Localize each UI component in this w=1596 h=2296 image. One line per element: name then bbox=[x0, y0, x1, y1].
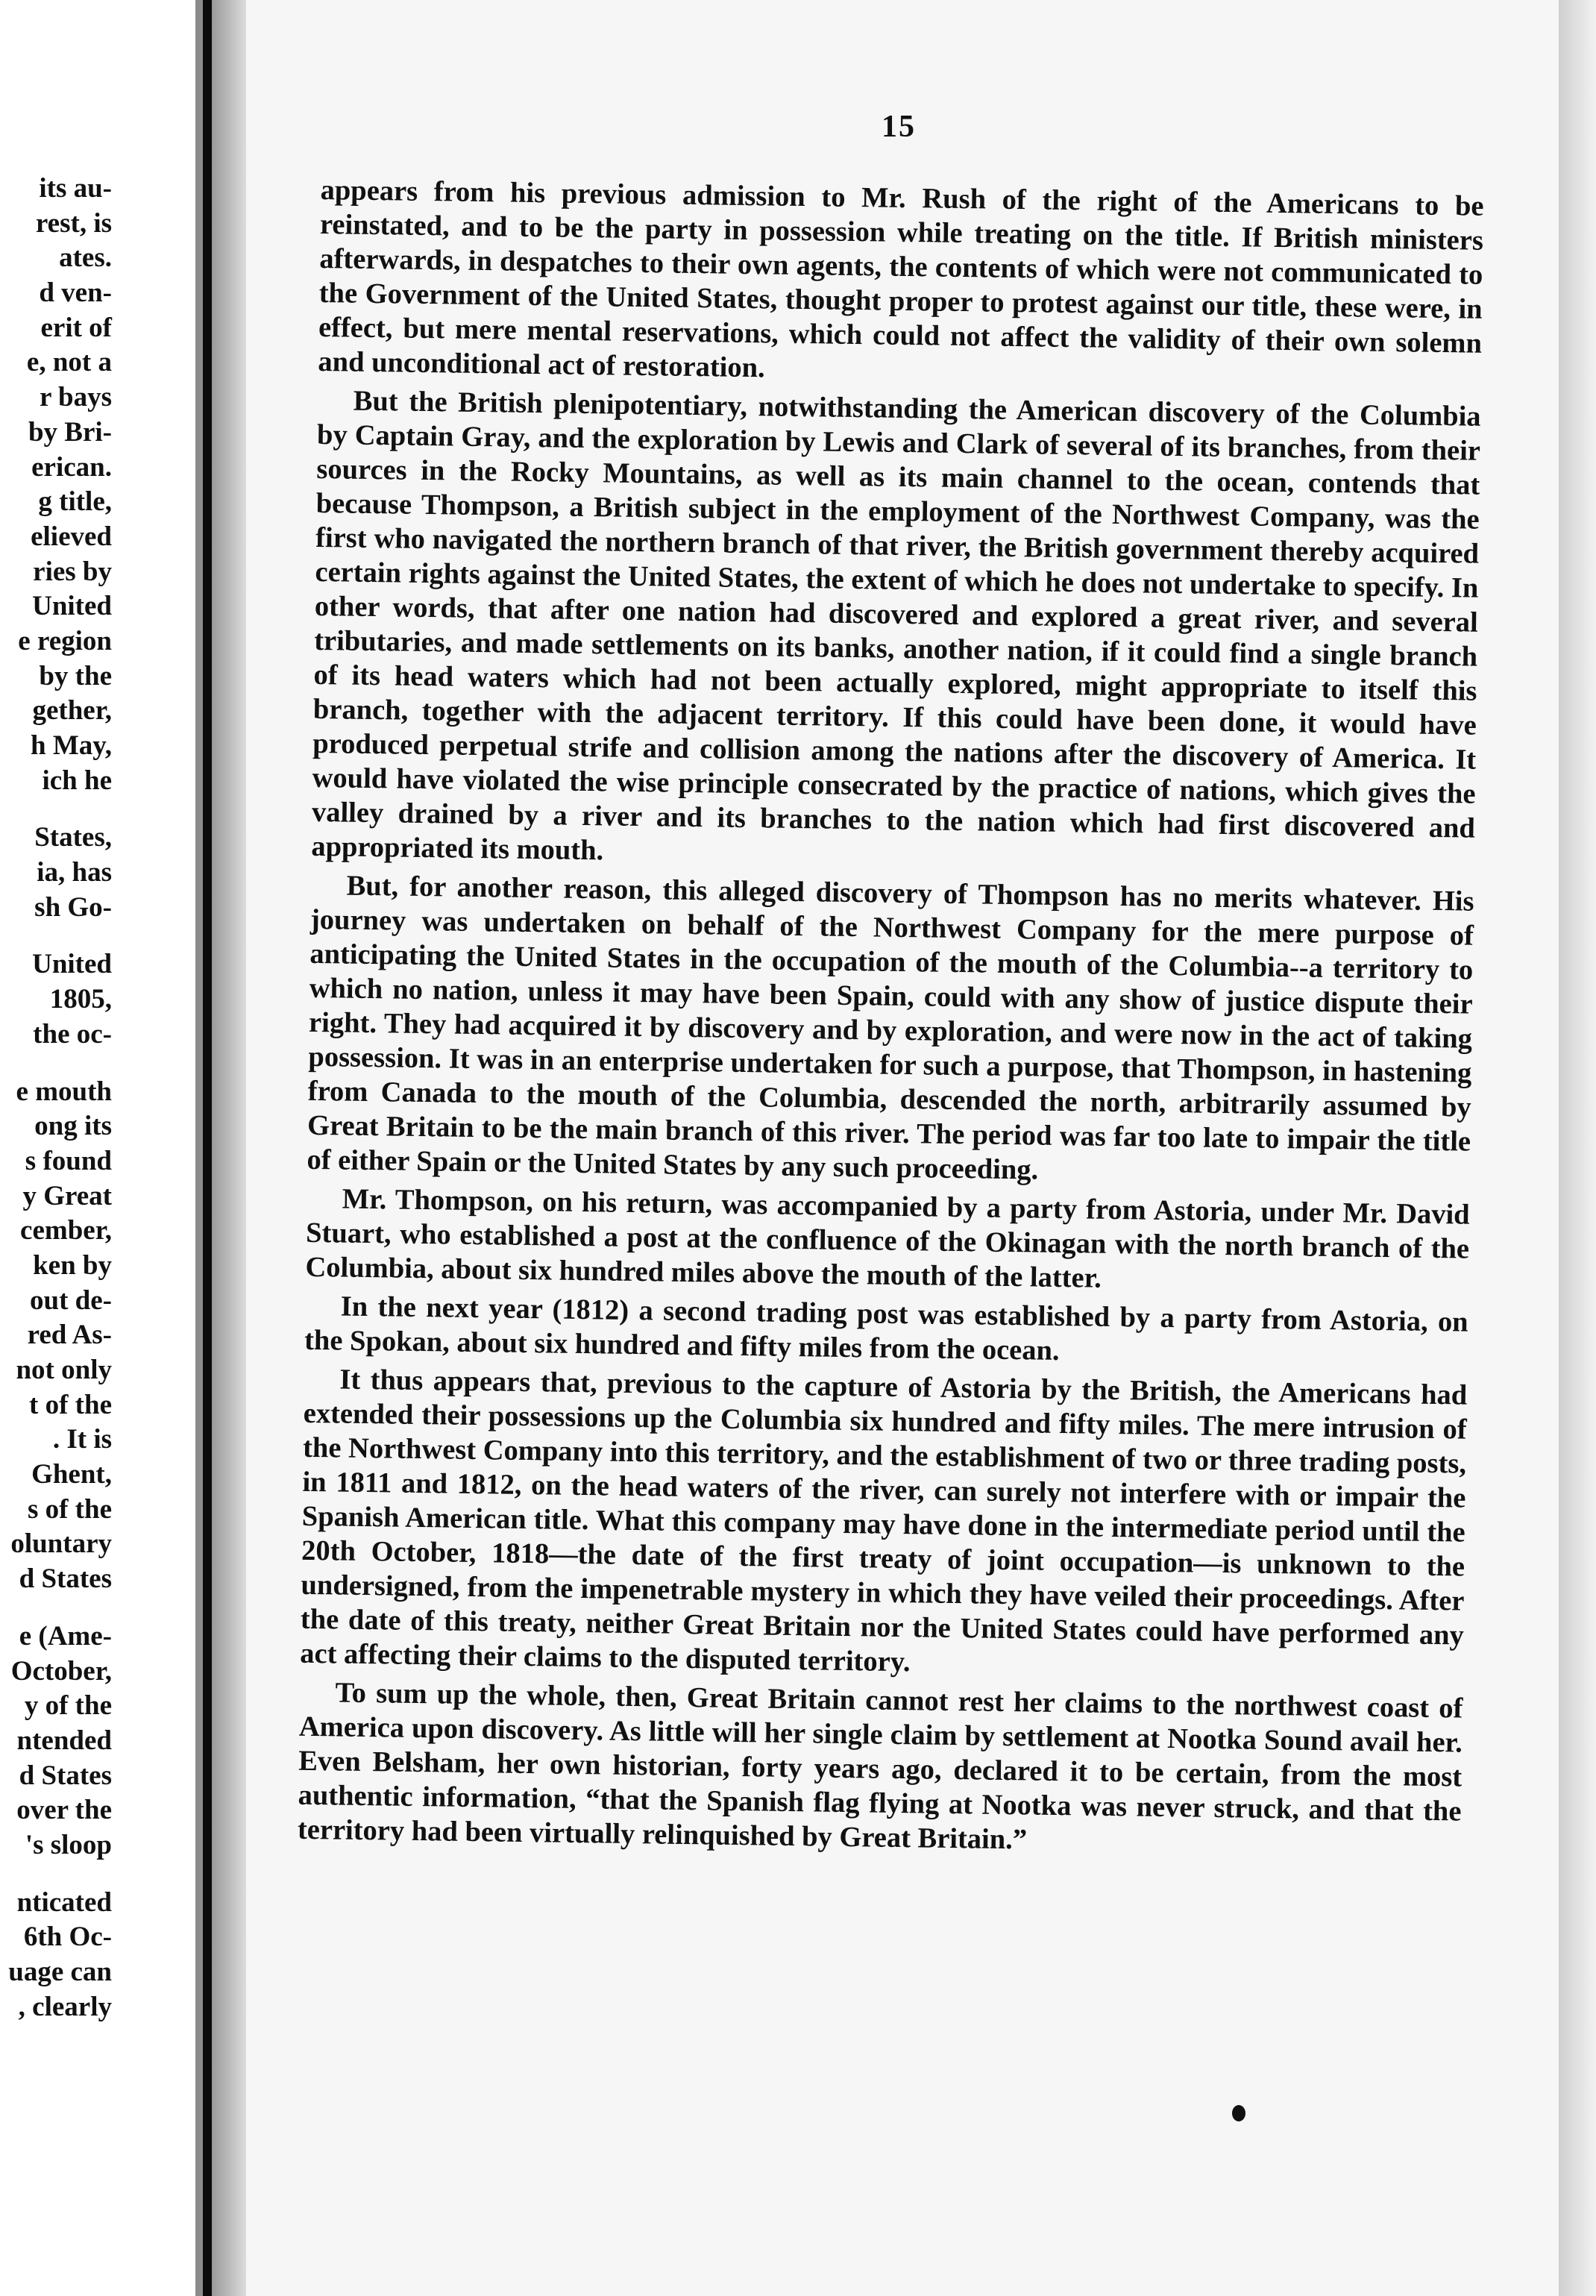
previous-page-line: ken by bbox=[33, 1249, 112, 1281]
previous-page-line: e region bbox=[18, 625, 112, 656]
previous-page-fragment bbox=[0, 0, 195, 2296]
previous-page-line: h May, bbox=[31, 730, 112, 761]
paragraph: appears from his previous admission to Mr. Rush of the right of the Americans to be reinstated, and to be the party in possession while treating on the title. If British ministers afterwards, in despatches to their own agents, the contents of which were not communicated to the Government of the United States, thought proper to protest against our title, these were, in effect, but mere mental reservations, which could not affect the validity of their own solemn and unconditional act of restoration. bbox=[318, 174, 1484, 384]
previous-page-line: oluntary bbox=[10, 1528, 112, 1560]
previous-page-line: ates. bbox=[59, 242, 112, 274]
previous-page-text bbox=[0, 172, 195, 2024]
previous-page-line: e (Ame- bbox=[19, 1620, 112, 1652]
previous-page-line: October, bbox=[10, 1655, 112, 1687]
previous-page-line: United bbox=[32, 949, 112, 980]
previous-page-line: ich he bbox=[42, 765, 112, 796]
previous-page-line: s of the bbox=[27, 1493, 112, 1525]
previous-page-line: United bbox=[32, 591, 112, 622]
previous-page-line: d ven- bbox=[39, 277, 112, 309]
previous-page-line: ia, has bbox=[37, 857, 112, 888]
previous-page-line: by Bri- bbox=[28, 416, 112, 448]
previous-page-line: by the bbox=[39, 660, 112, 691]
previous-page-line bbox=[0, 1863, 195, 1886]
binding-shadow bbox=[212, 0, 246, 2296]
previous-page-line: ntended bbox=[16, 1725, 112, 1756]
previous-page-line: elieved bbox=[31, 521, 112, 552]
previous-page-line: red As- bbox=[27, 1320, 112, 1351]
previous-page-line: uage can bbox=[8, 1957, 112, 1987]
previous-page-line: s found bbox=[25, 1145, 112, 1176]
paragraph: Mr. Thompson, on his return, was accompanied by a party from Astoria, under Mr. David Stuart, who established a post at the confluence of the Okinagan with the north branch of the Columbia, about six hundred miles above the mouth of the latter. bbox=[305, 1183, 1470, 1294]
previous-page-line: erit of bbox=[40, 312, 112, 343]
previous-page-line: g title, bbox=[38, 486, 112, 518]
previous-page-line: erican. bbox=[31, 451, 112, 483]
previous-page-line: Ghent, bbox=[31, 1459, 112, 1490]
page-gutter bbox=[195, 0, 203, 2296]
previous-page-line: the oc- bbox=[33, 1018, 112, 1050]
previous-page-line bbox=[0, 925, 195, 947]
previous-page-line: ries by bbox=[33, 556, 112, 587]
previous-page-line: out de- bbox=[30, 1285, 112, 1316]
previous-page-line bbox=[0, 1053, 195, 1075]
previous-page-line: not only bbox=[16, 1355, 112, 1385]
previous-page-line: rest, is bbox=[35, 207, 112, 239]
paragraph: But, for another reason, this alleged discovery of Thompson has no merits whatever. His journey was undertaken on behalf of the Northwest Company for the mere purpose of anticipating the United States in the occupation of the mouth of the Columbia--a territory to which no nation, unless it may have been Spain, could with any show of justice dispute their right. They had acquired it by discovery and by exploration, and were now in the act of taking possession. It was in an enterprise undertaken for such a purpose, that Thompson, in hastening from Canada to the mouth of the Columbia, descended the north, arbitrarily assumed by Great Britain to be the main branch of this river. The period was far too late to impair the title of either Spain or the United States by any such proceeding. bbox=[307, 870, 1474, 1186]
previous-page-line: r bays bbox=[40, 382, 112, 413]
paragraph: In the next year (1812) a second trading post was established by a party from Astoria, on the Spokan, about six hundred and fifty miles from the ocean. bbox=[304, 1290, 1468, 1367]
previous-page-line: 6th Oc- bbox=[23, 1922, 112, 1953]
page-number: 15 bbox=[882, 110, 916, 144]
previous-page-line: , clearly bbox=[18, 1991, 112, 2022]
previous-page-line bbox=[0, 1597, 195, 1619]
previous-page-line: over the bbox=[16, 1795, 112, 1826]
previous-page-line bbox=[0, 798, 195, 821]
previous-page-line: States, bbox=[34, 822, 112, 853]
previous-page-line: nticated bbox=[16, 1886, 112, 1918]
paragraph: It thus appears that, previous to the capture of Astoria by the British, the Americans had extended their possessions up the Columbia six hundred and fifty miles. The mere intrusion of the Northwest Company into this territory, and the establishment of two or three trading posts, in 1811 and 1812, on the head waters of the river, can surely not interfere with or impair the Spanish American title. What this company may have done in the intermediate period until the 20th October, 1818—the date of the first treaty of joint occupation—is unknown to the undersigned, from the impenetrable mystery in which they have veiled their proceedings. After the date of this treaty, neither Great Britain nor the United States could have performed any act affecting their claims to the disputed territory. bbox=[299, 1364, 1468, 1678]
previous-page-line: e, not a bbox=[26, 347, 112, 378]
previous-page-line: e mouth bbox=[16, 1076, 112, 1107]
ink-dot-mark bbox=[1232, 2105, 1245, 2121]
previous-page-line: . It is bbox=[52, 1424, 112, 1455]
previous-page-line: sh Go- bbox=[34, 891, 112, 923]
body-text bbox=[298, 173, 1484, 1863]
previous-page-line: y Great bbox=[22, 1180, 112, 1211]
previous-page-line: d States bbox=[19, 1760, 112, 1791]
previous-page-line: t of the bbox=[29, 1389, 112, 1420]
previous-page-line: y of the bbox=[24, 1690, 112, 1722]
previous-page-line: 1805, bbox=[49, 984, 112, 1015]
paragraph: To sum up the whole, then, Great Britain cannot rest her claims to the northwest coast of America upon discovery. As little will her single claim by settlement at Nootka Sound avail her. Even Belsham, her own historian, forty years ago, declared it to be certain, from the most authentic information, “that the Spanish flag flying at Nootka was never struck, and that the territory had been virtually relinquished by Great Britain.” bbox=[297, 1677, 1463, 1856]
previous-page-line: cember, bbox=[20, 1215, 112, 1246]
previous-page-line: its au- bbox=[39, 173, 112, 204]
previous-page-line: ong its bbox=[34, 1111, 112, 1142]
paragraph: But the British plenipotentiary, notwithstanding the American discovery of the Columbia by Captain Gray, and the exploration by Lewis and Clark of several of its branches, from their sources in the Rocky Mountains, as well as its main channel to the ocean, contends that because Thompson, a British subject in the employment of the Northwest Company, was the first who navigated the northern branch of that river, the British government thereby acquired certain rights against the United States, the extent of which he does not undertake to specify. In other words, that after one nation had discovered and explored a great river, and several tributaries, and made settlements on its banks, another nation, if it could find a single branch of its head waters which had not been actually explored, might appropriate to itself this branch, together with the adjacent territory. If this could have been done, it would have produced perpetual strife and collision among the nations after the discovery of America. It would have violated the wise principle consecrated by the practice of nations, which gives the valley drained by a river and its branches to the nation which had first discovered and appropriated its mouth. bbox=[311, 385, 1481, 867]
previous-page-line: d States bbox=[19, 1563, 112, 1595]
previous-page-line: gether, bbox=[32, 695, 112, 727]
page-edge-shadow bbox=[1559, 0, 1596, 2296]
previous-page-line: 's sloop bbox=[25, 1829, 112, 1860]
document-page bbox=[246, 0, 1559, 2296]
binding-divider bbox=[203, 0, 212, 2296]
